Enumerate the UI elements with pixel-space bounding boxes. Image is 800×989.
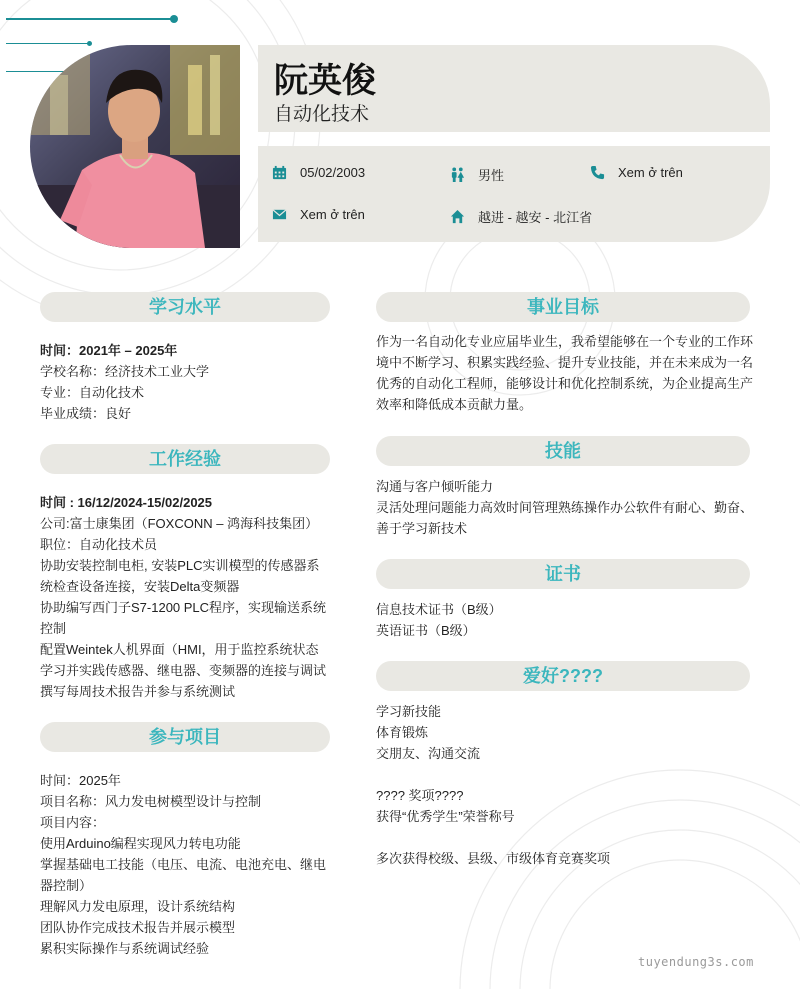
spacer xyxy=(376,764,754,785)
candidate-name: 阮英俊 xyxy=(274,62,376,100)
people-icon xyxy=(450,167,465,182)
spacer xyxy=(376,827,754,848)
project-line: 理解风力发电原理，设计系统结构 xyxy=(40,899,236,914)
experience-line: 撰写每周技术报告并参与系统测试 xyxy=(40,684,236,699)
birthdate-value: 05/02/2003 xyxy=(300,165,366,180)
profile-photo xyxy=(30,45,240,248)
decor-dot xyxy=(170,15,178,23)
objective-heading: 事业目标 xyxy=(376,292,750,322)
phone-icon xyxy=(590,165,605,180)
experience-line: 公司:富士康集团（FOXCONN – 鸿海科技集团） xyxy=(40,516,319,531)
calendar-icon xyxy=(272,165,287,180)
gender-item xyxy=(450,165,504,184)
phone-item xyxy=(590,165,683,180)
email-item xyxy=(272,207,365,222)
address-item xyxy=(450,207,592,226)
decor-line xyxy=(6,43,90,44)
email-value: Xem ở trên xyxy=(300,207,365,222)
name-panel xyxy=(258,45,770,132)
experience-line: 学习并实践传感器、继电器、变频器的连接与调试 xyxy=(40,663,327,678)
hobbies-section xyxy=(376,701,754,869)
certificates-section xyxy=(376,599,754,641)
experience-line: 职位：自动化技术员 xyxy=(40,537,158,552)
birthdate-item xyxy=(272,165,365,180)
skills-section xyxy=(376,476,754,539)
certificates-heading: 证书 xyxy=(376,559,750,589)
education-section xyxy=(40,340,332,424)
experience-line: 协助编写西门子S7-1200 PLC程序，实现输送系统控制 xyxy=(40,600,327,636)
project-line: 团队协作完成技术报告并展示模型 xyxy=(40,920,236,935)
project-line: 时间：2025年 xyxy=(40,773,121,788)
projects-section xyxy=(40,770,332,959)
education-line: 毕业成绩：良好 xyxy=(40,406,132,421)
skills-heading: 技能 xyxy=(376,436,750,466)
gender-value: 男性 xyxy=(478,168,505,183)
experience-heading: 工作经验 xyxy=(40,444,330,474)
experience-time: 时间 : 16/12/2024-15/02/2025 xyxy=(40,495,213,510)
education-line: 专业：自动化技术 xyxy=(40,385,145,400)
skill-line: 灵活处理问题能力高效时间管理熟练操作办公软件有耐心、勤奋、善于学习新技术 xyxy=(376,500,754,536)
certificate-line: 英语证书（B级） xyxy=(376,623,476,638)
project-line: 掌握基础电工技能（电压、电流、电池充电、继电器控制） xyxy=(40,857,327,893)
education-heading: 学习水平 xyxy=(40,292,330,322)
experience-section xyxy=(40,492,332,702)
watermark: tuyendung3s.com xyxy=(638,955,754,969)
email-icon xyxy=(272,207,287,222)
decor-dot xyxy=(87,41,92,46)
certificate-line: 信息技术证书（B级） xyxy=(376,602,502,617)
phone-value: Xem ở trên xyxy=(618,165,683,180)
projects-heading: 参与项目 xyxy=(40,722,330,752)
hobby-line: 体育锻炼 xyxy=(376,725,429,740)
skill-line: 沟通与客户倾听能力 xyxy=(376,479,494,494)
home-icon xyxy=(450,209,465,224)
objective-text: 作为一名自动化专业应届毕业生，我希望能够在一个专业的工作环境中不断学习、积累实践经验、提升专业技能，并在未来成为一名优秀的自动化工程师，能够设计和优化控制系统，为企业提高生产效率和降低成本贡献力量。 xyxy=(376,334,754,412)
education-time: 时间：2021年 – 2025年 xyxy=(40,343,178,358)
education-line: 学校名称：经济技术工业大学 xyxy=(40,364,210,379)
project-line: 使用Arduino编程实现风力转电功能 xyxy=(40,836,241,851)
hobby-line: 学习新技能 xyxy=(376,704,442,719)
project-line: 项目内容： xyxy=(40,815,106,830)
job-title: 自动化技术 xyxy=(274,104,370,125)
hobby-line: 交朋友、沟通交流 xyxy=(376,746,481,761)
hobbies-heading: 爱好???? xyxy=(376,661,750,691)
award-line: 获得“优秀学生”荣誉称号 xyxy=(376,809,515,824)
objective-section xyxy=(376,331,754,415)
project-line: 累积实际操作与系统调试经验 xyxy=(40,941,210,956)
experience-line: 配置Weintek人机界面（HMI，用于监控系统状态 xyxy=(40,642,319,657)
contact-panel xyxy=(258,146,770,242)
experience-line: 协助安装控制电柜, 安装PLC实训模型的传感器系统检查设备连接，安装Delta变频器 xyxy=(40,558,320,594)
awards-title: ???? 奖项???? xyxy=(376,788,464,803)
project-line: 项目名称：风力发电树模型设计与控制 xyxy=(40,794,262,809)
decor-line xyxy=(6,18,174,20)
award-line: 多次获得校级、县级、市级体育竞赛奖项 xyxy=(376,851,611,866)
address-value: 越进 - 越安 - 北江省 xyxy=(478,210,593,225)
